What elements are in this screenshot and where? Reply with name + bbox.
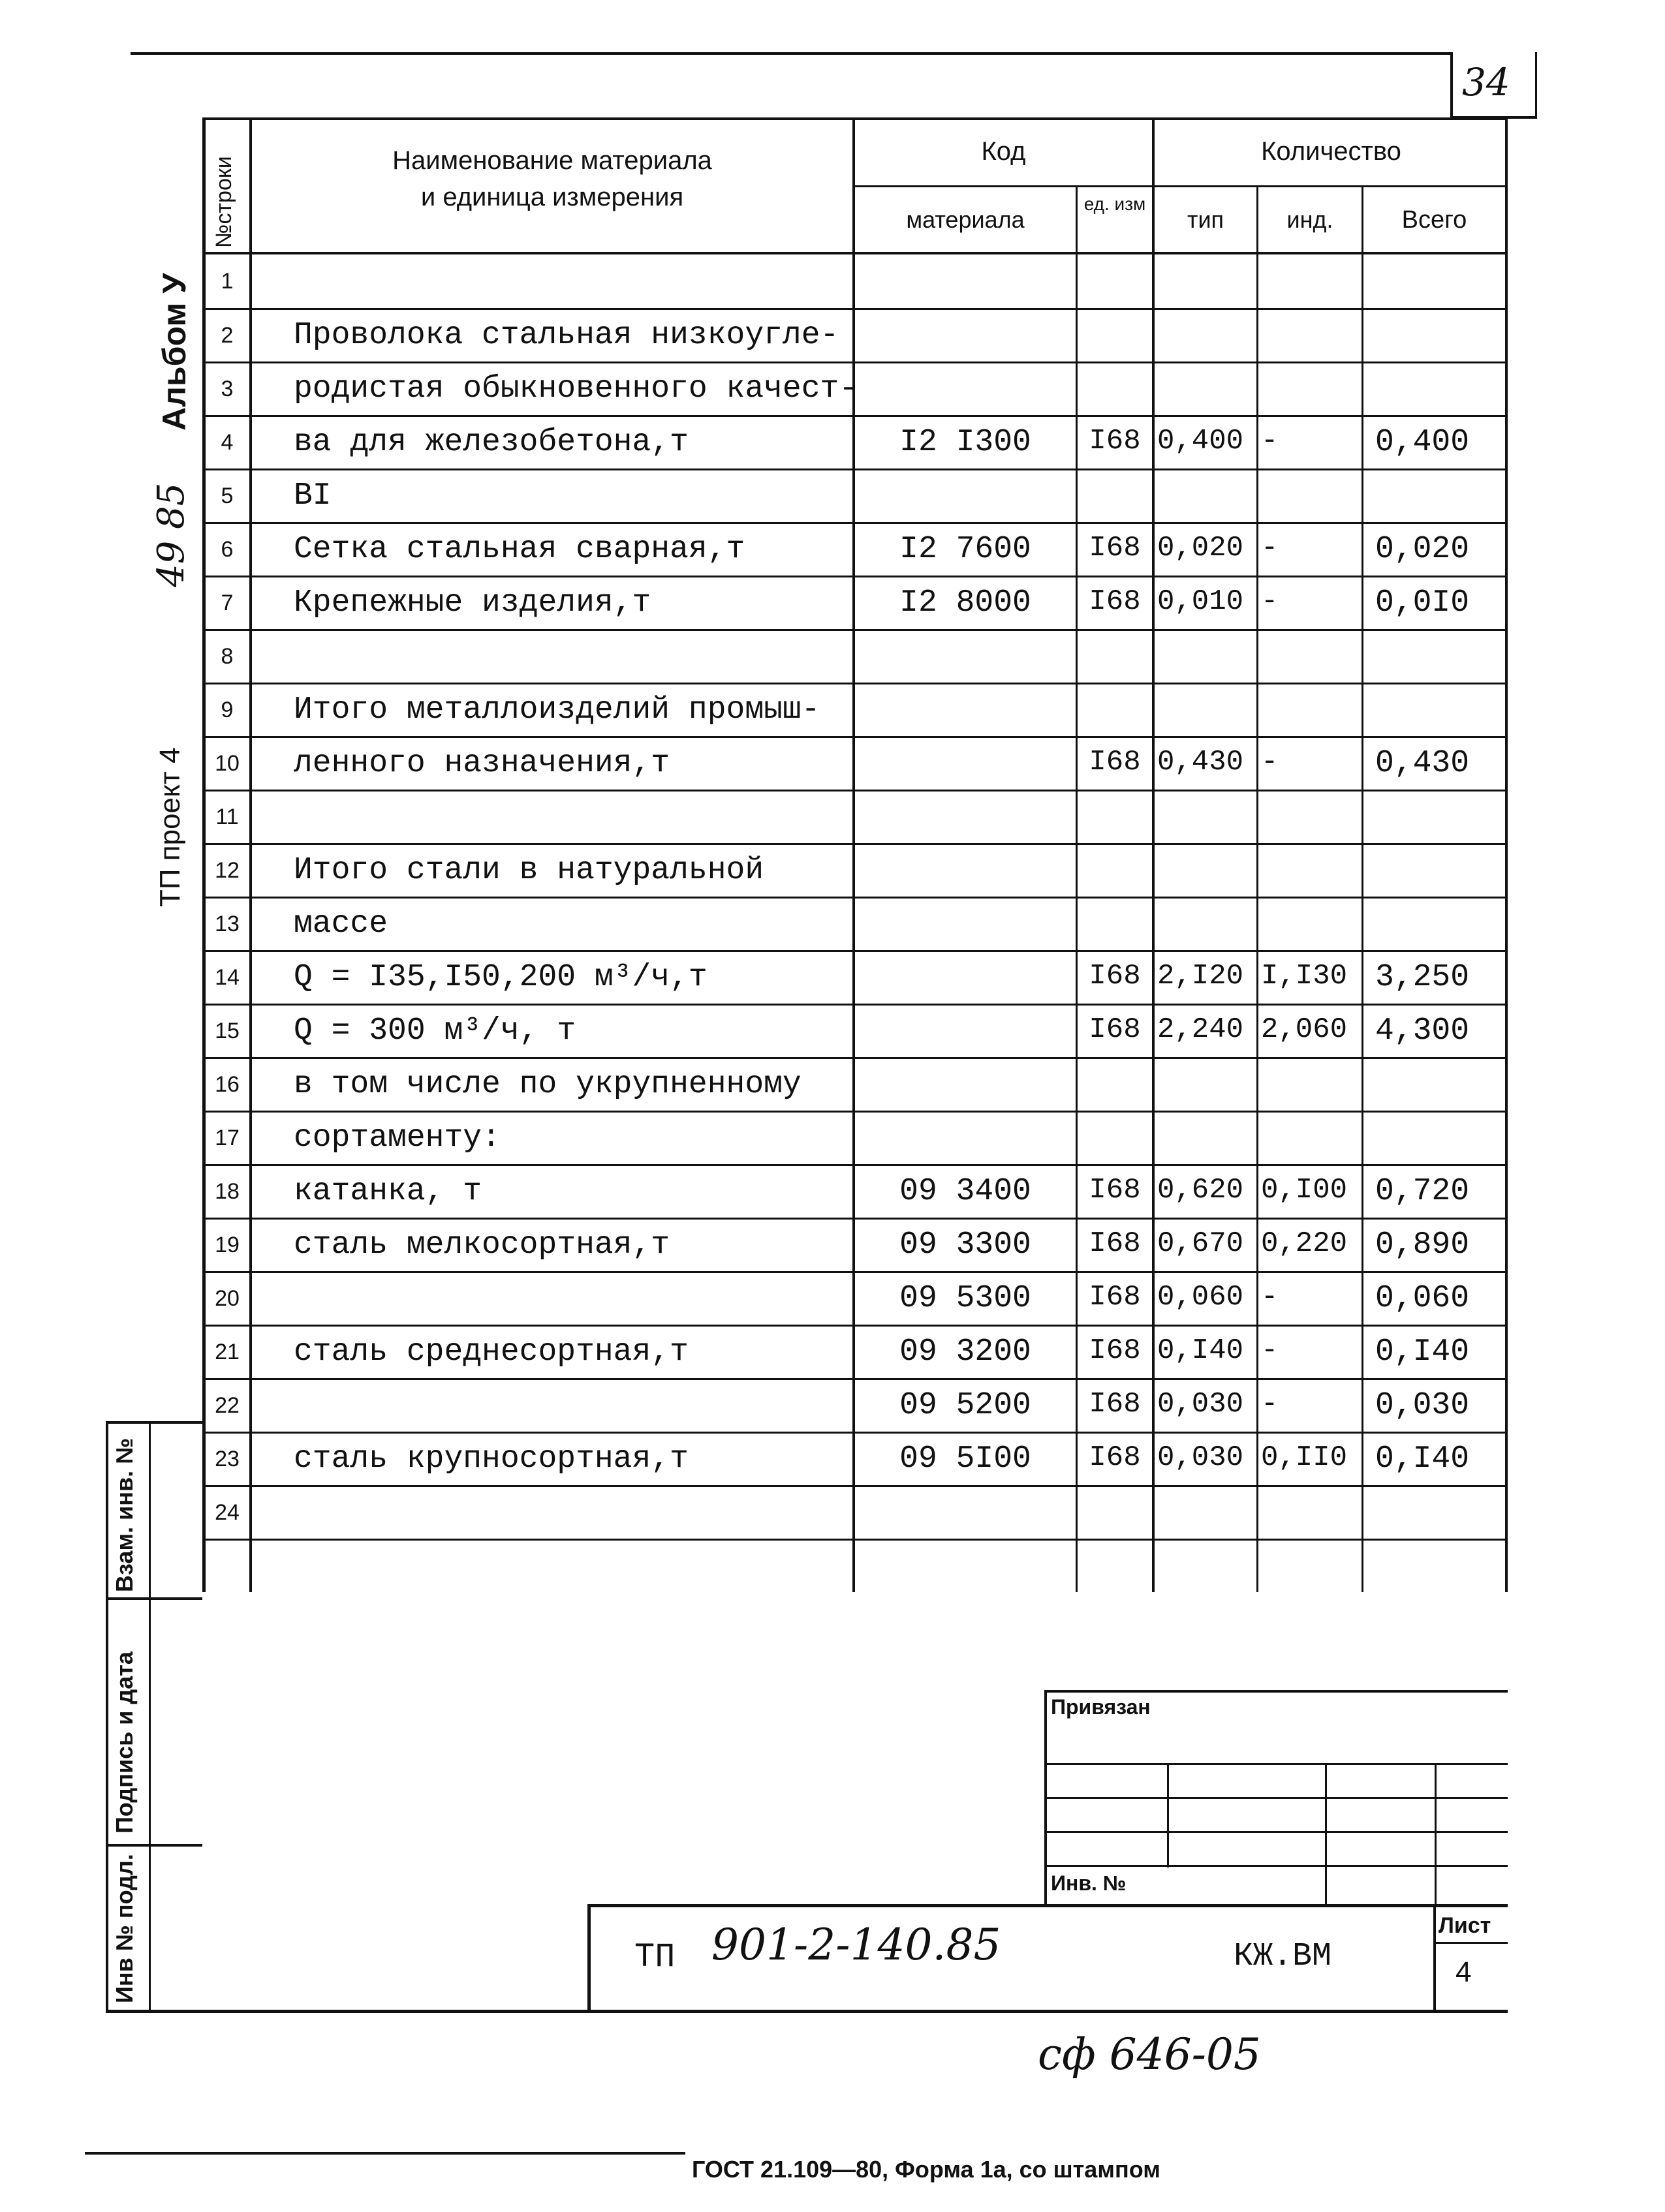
row-number: 15 bbox=[215, 1019, 240, 1043]
privyazan-inv-label: Инв. № bbox=[1051, 1871, 1127, 1895]
cell-unit: I68 bbox=[1089, 1281, 1141, 1313]
header-qty-total: Всего bbox=[1401, 206, 1467, 234]
header-code-unit: ед. изм bbox=[1083, 194, 1146, 214]
row-name: Крепежные изделия,т bbox=[294, 585, 651, 621]
title-block bbox=[587, 1904, 1508, 2012]
cell-unit: I68 bbox=[1089, 1013, 1141, 1046]
title-project-number: 901-2-140.85 bbox=[711, 1920, 1001, 1970]
cell-ind: - bbox=[1261, 1334, 1279, 1367]
stamp-inv-podl: Инв № подл. bbox=[111, 1854, 138, 2003]
row-name: Сетка стальная сварная,т bbox=[294, 532, 745, 567]
cell-unit: I68 bbox=[1089, 1227, 1141, 1260]
cell-code: 09 5300 bbox=[899, 1281, 1031, 1316]
row-number: 19 bbox=[215, 1233, 240, 1257]
cell-type: 0,I40 bbox=[1157, 1334, 1244, 1367]
cell-unit: I68 bbox=[1089, 1174, 1141, 1206]
row-name: Проволока стальная низкоугле- bbox=[294, 318, 839, 353]
cell-code: I2 I300 bbox=[899, 425, 1031, 460]
cell-type: 0,400 bbox=[1157, 425, 1244, 457]
cell-unit: I68 bbox=[1089, 1388, 1141, 1421]
cell-unit: I68 bbox=[1089, 960, 1141, 992]
top-rule bbox=[131, 52, 1450, 55]
cell-total: 3,250 bbox=[1375, 960, 1470, 995]
cell-unit: I68 bbox=[1089, 585, 1141, 618]
header-code-material: материала bbox=[906, 206, 1025, 233]
row-number: 24 bbox=[215, 1500, 240, 1525]
title-sheet-value: 4 bbox=[1455, 1956, 1472, 1988]
row-number: 16 bbox=[215, 1072, 240, 1097]
cell-ind: 0,II0 bbox=[1261, 1441, 1348, 1474]
cell-code: I2 7600 bbox=[899, 532, 1031, 567]
cell-ind: - bbox=[1261, 1281, 1279, 1313]
row-number: 9 bbox=[221, 698, 234, 722]
cell-total: 0,890 bbox=[1375, 1227, 1470, 1263]
cell-ind: 2,060 bbox=[1261, 1013, 1348, 1046]
header-code: Код bbox=[981, 137, 1026, 166]
cell-type: 0,620 bbox=[1157, 1174, 1244, 1206]
cell-ind: I,I30 bbox=[1261, 960, 1348, 992]
cell-total: 0,060 bbox=[1375, 1281, 1470, 1316]
privyazan-label: Привязан bbox=[1051, 1695, 1151, 1719]
row-name: BI bbox=[294, 478, 332, 514]
cell-type: 2,240 bbox=[1157, 1013, 1244, 1046]
row-number: 23 bbox=[215, 1447, 240, 1471]
stamp-vzam: Взам. инв. № bbox=[111, 1437, 138, 1592]
row-name: Итого стали в натуральной bbox=[294, 853, 764, 888]
row-name: сталь среднесортная,т bbox=[294, 1334, 689, 1370]
cell-ind: - bbox=[1261, 1388, 1279, 1421]
stamp-left-edge bbox=[106, 1421, 108, 2012]
header-row-no: №строки bbox=[211, 156, 236, 248]
bottom-handwritten-note: сф 646-05 bbox=[1038, 2029, 1261, 2080]
row-number: 18 bbox=[215, 1179, 240, 1204]
sheet-number-top: 34 bbox=[1462, 60, 1510, 104]
cell-ind: 0,220 bbox=[1261, 1227, 1348, 1260]
cell-total: 0,720 bbox=[1375, 1174, 1470, 1209]
cell-code: 09 5I00 bbox=[899, 1441, 1031, 1477]
row-name: родистая обыкновенного качест- bbox=[294, 371, 858, 407]
row-number: 8 bbox=[221, 644, 234, 669]
cell-unit: I68 bbox=[1089, 425, 1141, 457]
cell-code: I2 8000 bbox=[899, 585, 1031, 621]
cell-code: 09 3200 bbox=[899, 1334, 1031, 1370]
cell-total: 4,300 bbox=[1375, 1013, 1470, 1049]
row-number: 5 bbox=[221, 484, 234, 508]
title-tp: ТП bbox=[634, 1938, 676, 1976]
footer-gost: ГОСТ 21.109—80, Форма 1а, со штампом bbox=[692, 2156, 1160, 2183]
row-name: сталь крупносортная,т bbox=[294, 1441, 689, 1477]
row-name: в том числе по укрупненному bbox=[294, 1067, 801, 1102]
row-number: 7 bbox=[221, 591, 234, 615]
cell-total: 0,400 bbox=[1375, 425, 1470, 460]
cell-total: 0,020 bbox=[1375, 532, 1470, 567]
cell-ind: 0,I00 bbox=[1261, 1174, 1348, 1206]
cell-type: 0,030 bbox=[1157, 1388, 1244, 1421]
cell-total: 0,0I0 bbox=[1375, 585, 1470, 621]
album-label: Альбом У bbox=[156, 273, 193, 431]
row-number: 21 bbox=[215, 1340, 240, 1364]
cell-unit: I68 bbox=[1089, 746, 1141, 778]
cell-ind: - bbox=[1261, 425, 1279, 457]
row-name: катанка, т bbox=[294, 1174, 482, 1209]
cell-code: 09 3300 bbox=[899, 1227, 1031, 1263]
cell-ind: - bbox=[1261, 585, 1279, 618]
cell-total: 0,030 bbox=[1375, 1388, 1470, 1423]
privyazan-block bbox=[1044, 1690, 1508, 1905]
stamp-podpis: Подпись и дата bbox=[111, 1651, 138, 1834]
row-number: 2 bbox=[221, 323, 234, 348]
cell-type: 0,020 bbox=[1157, 532, 1244, 564]
footer-rule bbox=[85, 2152, 685, 2155]
cell-type: 0,030 bbox=[1157, 1441, 1244, 1474]
row-name: Q = I35,I50,200 м³/ч,т bbox=[294, 960, 708, 995]
cell-code: 09 3400 bbox=[899, 1174, 1031, 1209]
sheet-box-right bbox=[1535, 52, 1537, 117]
cell-unit: I68 bbox=[1089, 1334, 1141, 1367]
cell-total: 0,430 bbox=[1375, 746, 1470, 781]
row-name: ва для железобетона,т bbox=[294, 425, 689, 460]
header-quantity: Количество bbox=[1261, 137, 1401, 166]
row-name: массе bbox=[294, 906, 388, 942]
cell-unit: I68 bbox=[1089, 1441, 1141, 1474]
cell-unit: I68 bbox=[1089, 532, 1141, 564]
row-number: 1 bbox=[221, 269, 234, 294]
header-qty-type: тип bbox=[1187, 206, 1224, 233]
title-sheet-label: Лист bbox=[1439, 1913, 1491, 1938]
cell-type: 0,670 bbox=[1157, 1227, 1244, 1260]
row-number: 6 bbox=[221, 537, 234, 562]
date-note: 49 85 bbox=[150, 482, 193, 587]
cell-type: 0,060 bbox=[1157, 1281, 1244, 1313]
row-number: 12 bbox=[215, 858, 240, 883]
row-number: 13 bbox=[215, 912, 240, 936]
row-number: 17 bbox=[215, 1126, 240, 1150]
row-name: Q = 300 м³/ч, т bbox=[294, 1013, 576, 1049]
cell-type: 0,430 bbox=[1157, 746, 1244, 778]
sheet-box-left bbox=[1450, 52, 1453, 117]
cell-type: 2,I20 bbox=[1157, 960, 1244, 992]
cell-ind: - bbox=[1261, 532, 1279, 564]
row-number: 11 bbox=[215, 805, 239, 829]
row-number: 22 bbox=[215, 1393, 240, 1418]
project-note: ТП проект 4 bbox=[154, 747, 186, 907]
row-name: Итого металлоизделий промыш- bbox=[294, 692, 820, 728]
cell-total: 0,I40 bbox=[1375, 1334, 1470, 1370]
row-name: сортаменту: bbox=[294, 1120, 501, 1156]
row-number: 4 bbox=[221, 430, 234, 455]
row-number: 20 bbox=[215, 1286, 240, 1311]
cell-type: 0,010 bbox=[1157, 585, 1244, 618]
header-name-line1: Наименование материала bbox=[392, 146, 712, 175]
row-number: 3 bbox=[221, 376, 234, 401]
row-number: 14 bbox=[215, 965, 240, 990]
row-number: 10 bbox=[215, 751, 240, 776]
cell-ind: - bbox=[1261, 746, 1279, 778]
header-qty-ind: инд. bbox=[1286, 206, 1333, 233]
cell-total: 0,I40 bbox=[1375, 1441, 1470, 1477]
row-name: ленного назначения,т bbox=[294, 746, 670, 781]
row-name: сталь мелкосортная,т bbox=[294, 1227, 670, 1263]
materials-table bbox=[202, 117, 1508, 1592]
title-mark: КЖ.ВМ bbox=[1234, 1938, 1332, 1975]
header-name-line2: и единица измерения bbox=[420, 183, 684, 211]
cell-code: 09 5200 bbox=[899, 1388, 1031, 1423]
